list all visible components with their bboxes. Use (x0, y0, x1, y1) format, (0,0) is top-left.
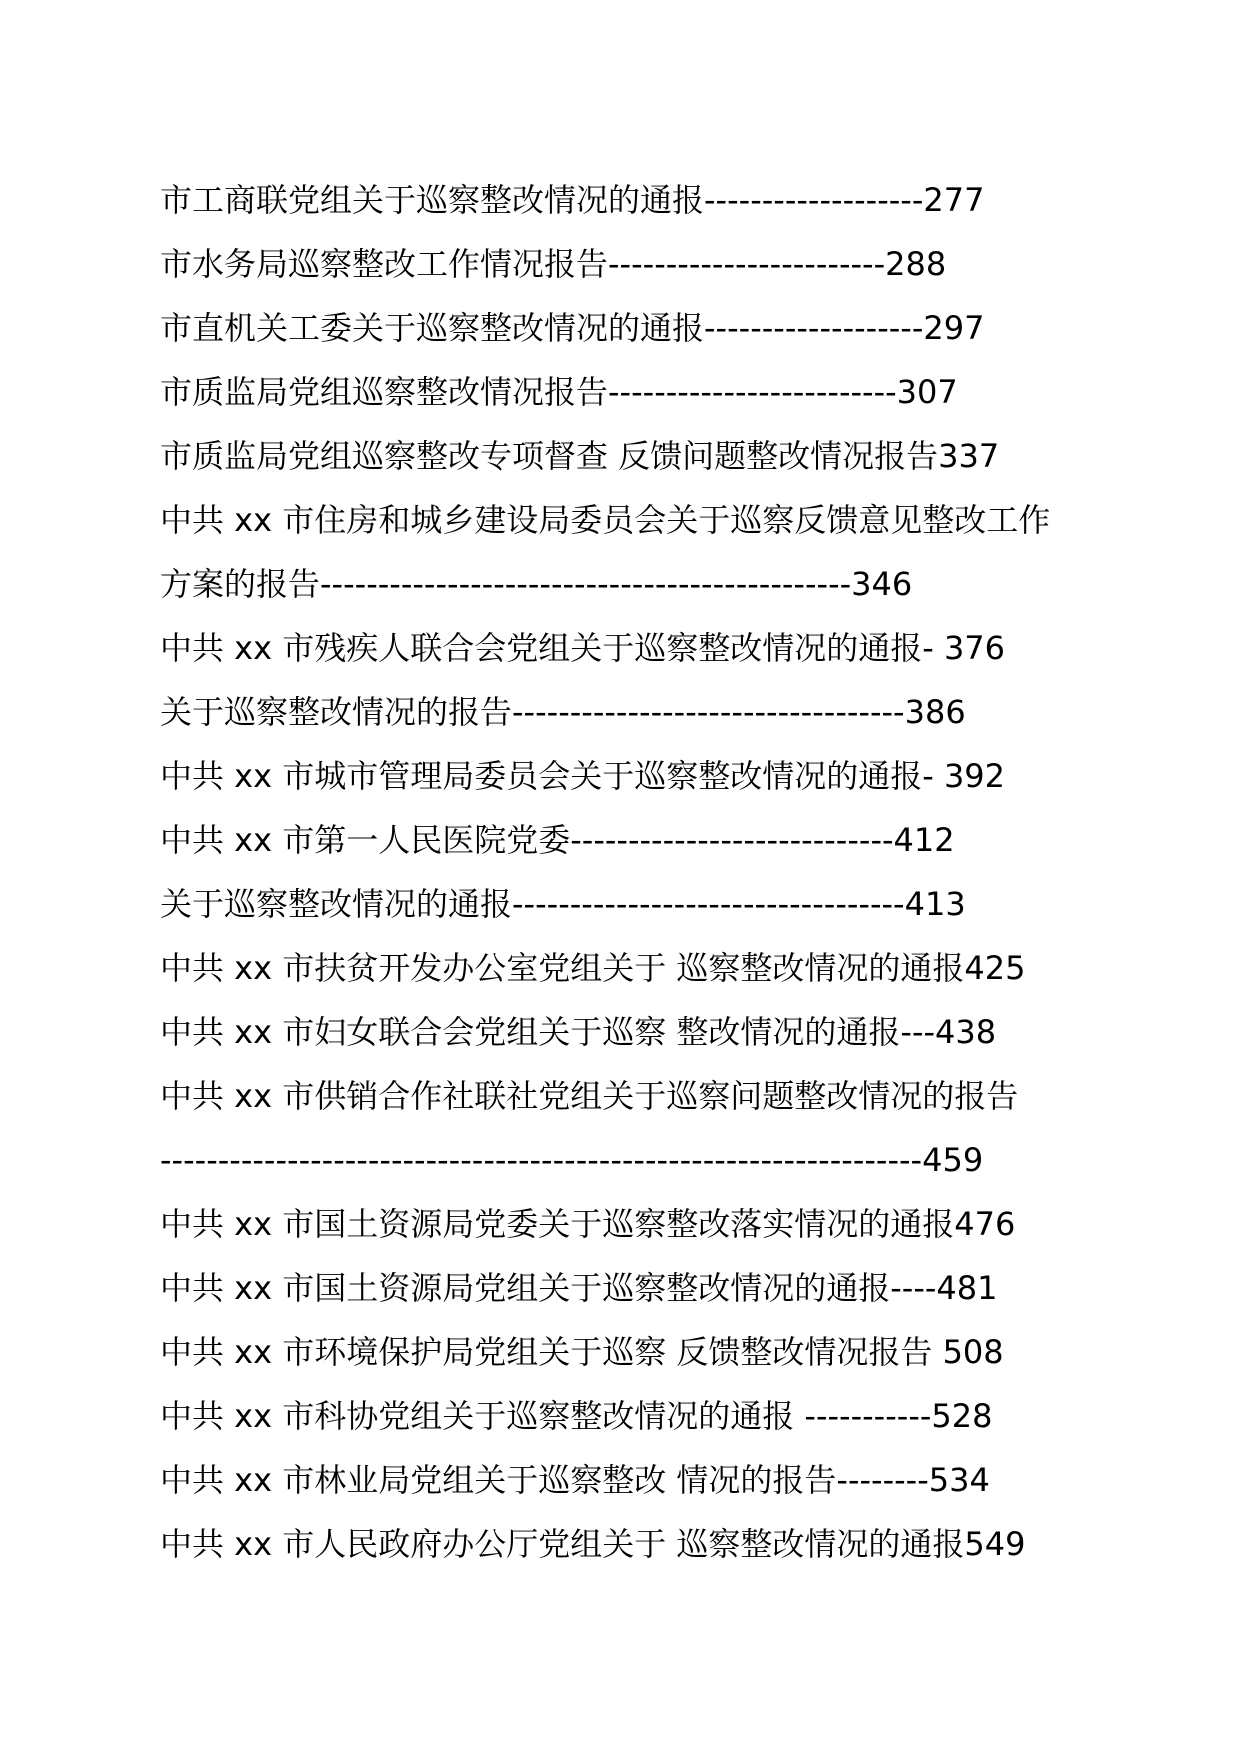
toc-entry-text: 中共 xx 市国土资源局党组关于巡察整改情况的通报----481 (160, 1269, 998, 1307)
toc-entry-text: 中共 xx 市林业局党组关于巡察整改 情况的报告--------534 (160, 1461, 990, 1499)
toc-entry-text: 中共 xx 市供销合作社联社党组关于巡察问题整改情况的报告 (160, 1077, 1019, 1115)
toc-entry-text: 中共 xx 市住房和城乡建设局委员会关于巡察反馈意见整改工作 (160, 501, 1051, 539)
toc-line (160, 1384, 1100, 1448)
toc-entry-text: 市质监局党组巡察整改情况报告-------------------------307 (160, 373, 958, 411)
toc-line (160, 1192, 1100, 1256)
toc-entry-text: 中共 xx 市妇女联合会党组关于巡察 整改情况的通报---438 (160, 1013, 997, 1051)
toc-entry-text: 中共 xx 市城市管理局委员会关于巡察整改情况的通报- 392 (160, 757, 1006, 795)
toc-line (160, 808, 1100, 872)
toc-line (160, 936, 1100, 1000)
table-of-contents (160, 168, 1100, 1576)
toc-line (160, 1064, 1100, 1128)
toc-line (160, 1512, 1100, 1576)
toc-entry-text: 中共 xx 市第一人民医院党委----------------------------412 (160, 821, 955, 859)
toc-line (160, 296, 1100, 360)
toc-entry-text: ------------------------------------------------------------------459 (160, 1141, 984, 1179)
toc-line (160, 872, 1100, 936)
toc-line (160, 488, 1100, 552)
toc-line (160, 1000, 1100, 1064)
toc-entry-text: 市直机关工委关于巡察整改情况的通报-------------------297 (160, 309, 985, 347)
toc-line (160, 1256, 1100, 1320)
toc-entry-text: 中共 xx 市环境保护局党组关于巡察 反馈整改情况报告 508 (160, 1333, 1004, 1371)
toc-entry-text: 方案的报告----------------------------------------------346 (160, 565, 913, 603)
toc-entry-text: 中共 xx 市人民政府办公厅党组关于 巡察整改情况的通报549 (160, 1525, 1026, 1563)
toc-entry-text: 市质监局党组巡察整改专项督查 反馈问题整改情况报告337 (160, 437, 1000, 475)
toc-line (160, 232, 1100, 296)
toc-line (160, 680, 1100, 744)
toc-line (160, 1448, 1100, 1512)
toc-line (160, 424, 1100, 488)
toc-line (160, 1320, 1100, 1384)
toc-line (160, 744, 1100, 808)
toc-entry-text: 市水务局巡察整改工作情况报告------------------------288 (160, 245, 947, 283)
toc-entry-text: 关于巡察整改情况的报告----------------------------------386 (160, 693, 966, 731)
toc-entry-text: 中共 xx 市残疾人联合会党组关于巡察整改情况的通报- 376 (160, 629, 1006, 667)
toc-entry-text: 市工商联党组关于巡察整改情况的通报-------------------277 (160, 181, 985, 219)
toc-entry-text: 关于巡察整改情况的通报----------------------------------413 (160, 885, 966, 923)
toc-line (160, 552, 1100, 616)
toc-entry-text: 中共 xx 市扶贫开发办公室党组关于 巡察整改情况的通报425 (160, 949, 1026, 987)
toc-line (160, 168, 1100, 232)
toc-entry-text: 中共 xx 市国土资源局党委关于巡察整改落实情况的通报476 (160, 1205, 1016, 1243)
toc-line (160, 1128, 1100, 1192)
toc-entry-text: 中共 xx 市科协党组关于巡察整改情况的通报 -----------528 (160, 1397, 993, 1435)
toc-line (160, 616, 1100, 680)
toc-line (160, 360, 1100, 424)
